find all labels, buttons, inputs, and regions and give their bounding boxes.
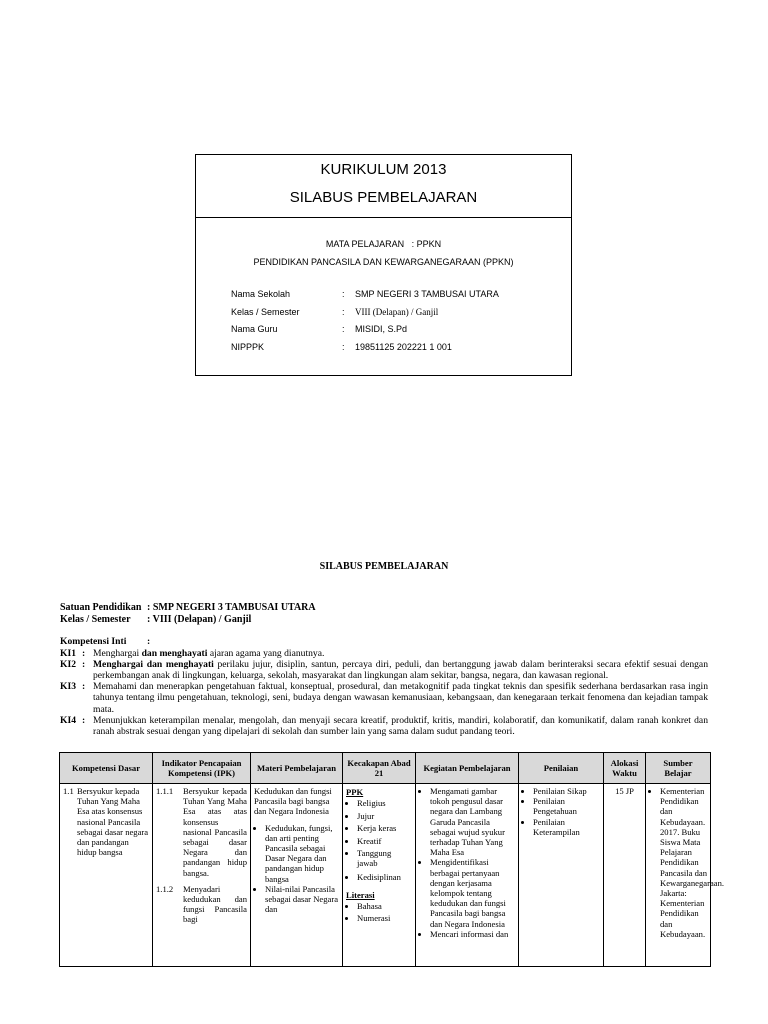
ppk-label: PPK xyxy=(346,787,364,797)
ki-colon: : xyxy=(82,658,86,670)
cell-materi xyxy=(251,784,343,967)
header-penilaian: Penilaian xyxy=(519,753,604,784)
ki-item-2 xyxy=(60,659,708,681)
satuan-value: : SMP NEGERI 3 TAMBUSAI UTARA xyxy=(147,602,316,613)
ipk-text: Bersyukur kepada Tuhan Yang Maha Esa atas atas konsensus nasional Pancasila sebagai dasar Negara dan pandangan hidup bangsa. xyxy=(183,786,247,878)
literasi-list xyxy=(346,900,412,925)
header-kegiatan: Kegiatan Pembelajaran xyxy=(416,753,519,784)
info-value: VIII (Delapan) / Ganjil xyxy=(355,306,439,317)
cover-info xyxy=(231,289,561,359)
list-item: • Mengamati gambar tokoh pengusul dasar negara dan Lambang Garuda Pancasila sebagai wujud syukur terhadap Tuhan Yang Maha Esa xyxy=(430,786,515,857)
kd-item xyxy=(63,786,149,857)
cover-mata-pelajaran: MATA PELAJARAN : PPKN xyxy=(325,239,442,249)
ki-item-4 xyxy=(60,715,708,737)
header-alokasi: Alokasi Waktu xyxy=(604,753,646,784)
info-colon: : xyxy=(342,306,345,317)
ipk-number: 1.1.1 xyxy=(156,786,174,796)
ki-item-1 xyxy=(60,648,708,659)
ki-text: perilaku jujur, disiplin, santun, percaya diri, peduli, dan bertanggung jawab dalam berinteraksi secara efektif sesuai dengan perkembangan anak di lingkungan, keluarga, sekolah, masyarakat dan lingkungan alam sekitar, bangsa, negara, dan kawasan regional. xyxy=(93,658,708,681)
cell-ipk xyxy=(153,784,251,967)
info-label: Nama Guru xyxy=(231,324,278,334)
ki-title xyxy=(60,636,708,648)
cover-mapel-full: PENDIDIKAN PANCASILA DAN KEWARGANEGARAAN (PPKN) xyxy=(253,257,514,267)
ki-bold: dan menghayati xyxy=(141,647,208,659)
kegiatan-list xyxy=(419,786,515,939)
header-materi: Materi Pembelajaran xyxy=(251,753,343,784)
cell-penilaian xyxy=(519,784,604,967)
list-item: • Penilaian Sikap xyxy=(533,786,600,796)
list-item: • Jujur xyxy=(357,810,412,823)
info-colon: : xyxy=(342,341,345,352)
ki-text: Memahami dan menerapkan pengetahuan faktual, konseptual, prosedural, dan metakognitif pada tingkat teknis dan spesifik sederhana berdasarkan rasa ingin tahunya tentang ilmu pengetahuan, teknologi, seni, budaya dengan wawasan kemanusiaan, kebangsaan, dan kenegaraan terkait fenomena dan kejadian tampak mata. xyxy=(93,681,708,715)
cover-box xyxy=(195,154,572,376)
list-item: • Kreatif xyxy=(357,835,412,848)
ki-bold: Menghargai dan menghayati xyxy=(93,658,214,670)
sumber-list xyxy=(649,786,725,939)
kelas-label: Kelas / Semester xyxy=(60,614,131,625)
ki-item-3 xyxy=(60,681,708,715)
table-row xyxy=(60,784,711,967)
info-row-nipppk xyxy=(231,342,561,360)
kd-number: 1.1 xyxy=(63,786,74,796)
list-item: • Mencari informasi dan xyxy=(430,929,515,939)
ipk-number: 1.1.2 xyxy=(156,883,174,894)
satuan-row xyxy=(60,602,460,614)
info-value: SMP NEGERI 3 TAMBUSAI UTARA xyxy=(355,289,499,299)
info-colon: : xyxy=(342,324,345,334)
ppk-list xyxy=(346,797,412,883)
materi-intro: Kedudukan dan fungsi Pancasila bagi bangsa dan Negara Indonesia xyxy=(254,786,332,817)
list-item: • Bahasa xyxy=(357,900,412,913)
literasi-label: Literasi xyxy=(346,889,375,900)
info-row-sekolah xyxy=(231,289,561,307)
satuan-label: Satuan Pendidikan xyxy=(60,602,142,613)
info-value: 19851125 202221 1 001 xyxy=(355,341,452,352)
info-colon: : xyxy=(342,289,345,299)
list-item: • Penilaian Keterampilan xyxy=(533,817,600,837)
header-kompetensi-dasar: Kompetensi Dasar xyxy=(60,753,153,784)
list-item: • Kedisiplinan xyxy=(357,871,412,884)
ipk-item xyxy=(156,786,247,878)
school-info xyxy=(60,602,460,626)
list-item: • Penilaian Pengetahuan xyxy=(533,796,600,816)
table-header-row xyxy=(60,753,711,784)
cover-title-silabus: SILABUS PEMBELAJARAN xyxy=(289,189,478,206)
kelas-row xyxy=(60,614,460,626)
list-item: • Kerja keras xyxy=(357,822,412,835)
ki-code: KI3 xyxy=(60,681,76,693)
penilaian-list xyxy=(522,786,600,837)
cell-kecakapan xyxy=(343,784,416,967)
ki-text: Menunjukkan keterampilan menalar, mengolah, dan menyaji secara kreatif, produktif, kritis, mandiri, kolaboratif, dan komunikatif, dalam ranah konkret dan ranah abstrak sesuai dengan yang dipelajari di sekolah dan sumber lain yang sama dalam sudut pandang teori. xyxy=(93,714,708,737)
info-row-guru xyxy=(231,324,561,342)
page-title: SILABUS PEMBELAJARAN xyxy=(319,561,449,572)
cell-sumber xyxy=(646,784,725,967)
list-item: • Religius xyxy=(357,797,412,810)
ki-colon: : xyxy=(82,681,86,693)
ipk-item xyxy=(156,884,247,925)
cell-kegiatan xyxy=(416,784,519,967)
list-item: • Kementerian Pendidikan dan Kebudayaan. 2017. Buku Siswa Mata Pelajaran Pendidikan Pancasila dan Kewarganegaraan. Jakarta: Kementerian Pendidikan dan Kebudayaan. xyxy=(660,786,707,939)
silabus-table xyxy=(59,752,725,967)
ki-colon: : xyxy=(82,647,86,659)
info-label: NIPPPK xyxy=(231,341,265,352)
cell-kompetensi-dasar xyxy=(60,784,153,967)
list-item: • Mengidentifikasi berbagai pertanyaan dengan kerjasama kelompok tentang kedudukan dan fungsi Pancasila bagi bangsa dan Negara Indonesia xyxy=(430,857,515,928)
ipk-text: Menyadari kedudukan dan fungsi Pancasila bagi xyxy=(183,883,247,925)
list-item: • Numerasi xyxy=(357,912,412,925)
ki-colon: : xyxy=(82,714,86,726)
ki-text: ajaran agama yang dianutnya. xyxy=(207,647,325,659)
materi-list xyxy=(254,823,339,915)
cell-alokasi: 15 JP xyxy=(604,784,646,967)
header-sumber: Sumber Belajar xyxy=(646,753,711,784)
list-item: • Kedudukan, fungsi, dan arti penting Pancasila sebagai Dasar Negara dan pandangan hidup bangsa xyxy=(265,823,339,884)
list-item: • Tanggung jawab xyxy=(357,848,412,868)
ki-text: Menghargai xyxy=(93,647,142,659)
kompetensi-inti xyxy=(60,636,708,737)
cover-title-kurikulum: KURIKULUM 2013 xyxy=(320,161,447,178)
ki-title-colon: : xyxy=(147,636,151,647)
info-row-kelas xyxy=(231,307,561,325)
kelas-value: : VIII (Delapan) / Ganjil xyxy=(147,614,252,625)
info-value: MISIDI, S.Pd xyxy=(355,324,408,334)
header-kecakapan: Kecakapan Abad 21 xyxy=(343,753,416,784)
header-ipk: Indikator Pencapaian Kompetensi (IPK) xyxy=(153,753,251,784)
info-label: Nama Sekolah xyxy=(231,289,291,299)
cover-header xyxy=(196,155,571,218)
info-label: Kelas / Semester xyxy=(231,306,300,317)
ki-code: KI1 xyxy=(60,647,76,659)
ki-title-text: Kompetensi Inti xyxy=(60,636,127,647)
ki-code: KI4 xyxy=(60,714,76,726)
list-item: • Nilai-nilai Pancasila sebagai dasar Negara dan xyxy=(265,884,339,915)
ki-code: KI2 xyxy=(60,658,76,670)
kd-text: Bersyukur kepada Tuhan Yang Maha Esa atas konsensus nasional Pancasila sebagai dasar negara dan pandangan hidup bangsa xyxy=(77,786,149,858)
